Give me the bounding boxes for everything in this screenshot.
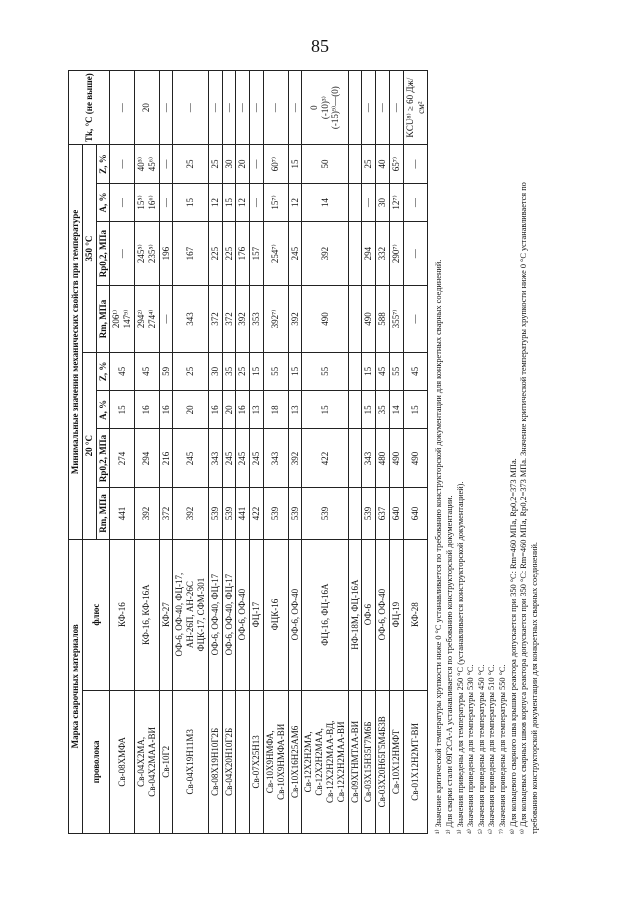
cell-a20: 13 xyxy=(288,391,302,429)
cell-rm350: 206¹⁾ 147⁹⁾ xyxy=(110,286,135,353)
cell-tk: 0 (-10)³⁾ (-15)⁹⁾—(0) xyxy=(302,71,348,145)
cell-rp20: 216 xyxy=(159,429,173,488)
cell-z20: 15 xyxy=(288,352,302,390)
z-350-header: Z, % xyxy=(96,145,110,183)
cell-a20: 16 xyxy=(236,391,250,429)
cell-tk xyxy=(348,71,362,145)
cell-a20: 16 xyxy=(134,391,159,429)
a-20-header: A, % xyxy=(96,391,110,429)
cell-rp20: 245 xyxy=(222,429,236,488)
table-row xyxy=(288,71,302,834)
cell-a350: — xyxy=(362,183,376,221)
cell-z20: 45 xyxy=(403,352,428,390)
cell-rp20: 274 xyxy=(110,429,135,488)
cell-rm350: 588 xyxy=(376,286,390,353)
cell-flux: ОФ-6, ОФ-40, ФЦ-17 xyxy=(222,539,236,690)
cell-tk: — xyxy=(389,71,403,145)
cell-z20: 25 xyxy=(173,352,208,390)
cell-tk: — xyxy=(376,71,390,145)
cell-rp350: 245 xyxy=(288,222,302,286)
table-row xyxy=(134,71,159,834)
footnote: ⁸⁾ Для кольцевого сварного шва крышки реактора допускается при 350 °C: Rm=460 МПа, Rp0,2=373 МПа. xyxy=(508,458,518,834)
cell-flux: ОФ-6, ОФ-40 xyxy=(236,539,250,690)
cell-flux: НФ-18М, ФЦ-16А xyxy=(348,539,362,690)
cell-rp20: 343 xyxy=(263,429,288,488)
cell-wire: Св-04Х2МА, Св-04Х2МАА-ВИ xyxy=(134,690,159,833)
cell-a350 xyxy=(348,183,362,221)
cell-rp350: — xyxy=(110,222,135,286)
cell-tk: — xyxy=(110,71,135,145)
cell-z20: 30 xyxy=(208,352,222,390)
footnote: ⁴⁾ Значения приведены для температуры 530 °C. xyxy=(466,664,476,834)
cell-a350: 14 xyxy=(302,183,348,221)
temp-20-header: 20 °C xyxy=(82,352,96,539)
cell-flux: ФЦ-17 xyxy=(250,539,264,690)
cell-wire: Св-04Х19Н11М3 xyxy=(173,690,208,833)
cell-wire: Св-01Х12Н2МТ-ВИ xyxy=(403,690,428,833)
cell-wire: Св-08ХМФА xyxy=(110,690,135,833)
rotated-frame xyxy=(64,62,584,842)
cell-z350: — xyxy=(110,145,135,183)
cell-rp20: 245 xyxy=(173,429,208,488)
cell-tk: — xyxy=(250,71,264,145)
cell-rp20 xyxy=(348,429,362,488)
cell-z20: 35 xyxy=(222,352,236,390)
footnote: ³⁾ Значения приведены для температуры 250 °C (устанавливается конструкторской документацией). xyxy=(455,481,465,834)
cell-rp20: 245 xyxy=(250,429,264,488)
cell-tk: — xyxy=(173,71,208,145)
cell-rm20: 640 xyxy=(389,488,403,539)
cell-rm350: 392 xyxy=(288,286,302,353)
mech-properties-header: Минимальные значения механических свойств при температуре xyxy=(69,145,83,539)
cell-flux: КФ-28 xyxy=(403,539,428,690)
cell-a20: 16 xyxy=(159,391,173,429)
cell-rm20: 441 xyxy=(110,488,135,539)
cell-wire: Св-09ХГНМТАА-ВИ xyxy=(348,690,362,833)
cell-z350: 50 xyxy=(302,145,348,183)
table-row xyxy=(159,71,173,834)
cell-z350: 25 xyxy=(208,145,222,183)
flux-header: флюс xyxy=(82,539,110,690)
cell-rp20: 294 xyxy=(134,429,159,488)
cell-wire xyxy=(236,690,250,833)
cell-flux: ОФ-6, ОФ-40 xyxy=(376,539,390,690)
cell-rm20: 441 xyxy=(236,488,250,539)
cell-flux: ОФ-6 xyxy=(362,539,376,690)
table-row xyxy=(250,71,264,834)
cell-a20 xyxy=(348,391,362,429)
cell-a350: — xyxy=(110,183,135,221)
cell-rm20: 539 xyxy=(362,488,376,539)
materials-group-header: Марка сварочных материалов xyxy=(69,539,83,833)
cell-flux: ФЦК-16 xyxy=(263,539,288,690)
cell-z350 xyxy=(348,145,362,183)
table-row xyxy=(302,71,348,834)
cell-rp350: 392 xyxy=(302,222,348,286)
welding-materials-table xyxy=(68,70,428,834)
cell-rp20: 245 xyxy=(236,429,250,488)
cell-z20: 55 xyxy=(263,352,288,390)
rm-350-header: Rm, МПа xyxy=(96,286,110,353)
page-number: 85 xyxy=(311,36,329,56)
cell-z350: 30 xyxy=(222,145,236,183)
cell-wire: Св-04Х20Н10Г2Б xyxy=(222,690,236,833)
cell-rp350: 167 xyxy=(173,222,208,286)
footnote: ¹⁾ Значение критической температуры хрупкости ниже 0 °C устанавливается по требованию конструкторской документации для конкретных сварных соединений. xyxy=(434,259,444,834)
cell-rm20: 539 xyxy=(263,488,288,539)
cell-wire: Св-12Х2Н2МА, Св-12Х2Н2МАА, Св-12Х2Н2МАА-ВД, Св-12Х2Н2МАА-ВИ xyxy=(302,690,348,833)
cell-rm350: 490 xyxy=(362,286,376,353)
cell-flux: КФ-16, КФ-16А xyxy=(134,539,159,690)
cell-rm350: 372 xyxy=(208,286,222,353)
cell-tk: — xyxy=(263,71,288,145)
cell-a20: 15 xyxy=(362,391,376,429)
cell-rp350: 225 xyxy=(222,222,236,286)
cell-rm20: 392 xyxy=(134,488,159,539)
table-row xyxy=(348,71,362,834)
temp-350-header: 350 °C xyxy=(82,145,96,352)
cell-wire: Св-10Х16Н25АМ6 xyxy=(288,690,302,833)
cell-wire: Св-10Х12НМФТ xyxy=(389,690,403,833)
cell-tk: KCU⁸⁾ ≥ 60 Дж/см² xyxy=(403,71,428,145)
cell-a20: 18 xyxy=(263,391,288,429)
cell-rm350: 343 xyxy=(173,286,208,353)
table-row xyxy=(222,71,236,834)
rotated-page-content xyxy=(64,62,584,842)
cell-z20: 55 xyxy=(389,352,403,390)
cell-z350: 60⁷⁾ xyxy=(263,145,288,183)
cell-z20: 45 xyxy=(376,352,390,390)
cell-flux: ФЦ-16, ФЦ-16А xyxy=(302,539,348,690)
cell-a350: 12 xyxy=(208,183,222,221)
footnote: ²⁾ Для сварки стали 09Г2СА-А устанавливается по требованию конструкторской документации. xyxy=(444,495,454,834)
table-row xyxy=(263,71,288,834)
cell-z20 xyxy=(348,352,362,390)
cell-wire: Св-08Х19Н10Г2Б xyxy=(208,690,222,833)
cell-flux: ОФ-6, ОФ-40, ФЦ-17, АН-26П, АН-26С ФЦК-17, СФМ-301 xyxy=(173,539,208,690)
cell-flux: КФ-16 xyxy=(110,539,135,690)
cell-z20: 59 xyxy=(159,352,173,390)
cell-flux: ОФ-6, ОФ-40 xyxy=(288,539,302,690)
cell-tk: — xyxy=(236,71,250,145)
table-row xyxy=(362,71,376,834)
cell-a350: 12 xyxy=(236,183,250,221)
cell-a20: 20 xyxy=(222,391,236,429)
cell-z350: 15 xyxy=(288,145,302,183)
cell-a350: — xyxy=(250,183,264,221)
cell-z350: — xyxy=(250,145,264,183)
cell-rp350: 196 xyxy=(159,222,173,286)
cell-rm350: — xyxy=(159,286,173,353)
cell-rm350: — xyxy=(403,286,428,353)
cell-a20: 15 xyxy=(110,391,135,429)
cell-rm20: 422 xyxy=(250,488,264,539)
cell-rp350: — xyxy=(403,222,428,286)
cell-rp20: 490 xyxy=(403,429,428,488)
cell-rp350: 157 xyxy=(250,222,264,286)
table-row xyxy=(236,71,250,834)
cell-z350: — xyxy=(403,145,428,183)
cell-a20: 20 xyxy=(173,391,208,429)
footnote: ⁶⁾ Значения приведены для температуры 510 °C. xyxy=(487,664,497,834)
cell-rm20: 640 xyxy=(403,488,428,539)
cell-a350: 15⁷⁾ xyxy=(263,183,288,221)
cell-rp350: 332 xyxy=(376,222,390,286)
cell-rp20: 343 xyxy=(208,429,222,488)
cell-a20: 14 xyxy=(389,391,403,429)
cell-a350: 12⁷⁾ xyxy=(389,183,403,221)
cell-flux: ОФ-6, ОФ-40, ФЦ-17 xyxy=(208,539,222,690)
cell-a20: 13 xyxy=(250,391,264,429)
cell-rm350: 355⁷⁾ xyxy=(389,286,403,353)
cell-z350: 65⁷⁾ xyxy=(389,145,403,183)
cell-a350: 30 xyxy=(376,183,390,221)
cell-rp20: 392 xyxy=(288,429,302,488)
cell-tk: 20 xyxy=(134,71,159,145)
footnote: требованию конструкторской документации для конкретных сварных соединений. xyxy=(529,542,539,834)
cell-rm20: 539 xyxy=(208,488,222,539)
cell-flux: ФЦ-19 xyxy=(389,539,403,690)
cell-a350: 15 xyxy=(222,183,236,221)
cell-rp350: 245⁵⁾ 235⁵⁾ xyxy=(134,222,159,286)
rp-20-header: Rp0,2, МПа xyxy=(96,429,110,488)
rp-350-header: Rp0,2, МПа xyxy=(96,222,110,286)
cell-rm20: 539 xyxy=(302,488,348,539)
cell-a20: 16 xyxy=(208,391,222,429)
cell-rp350: 290⁷⁾ xyxy=(389,222,403,286)
footnote: ⁵⁾ Значения приведены для температуры 450 °C. xyxy=(476,664,486,834)
cell-rm350 xyxy=(348,286,362,353)
cell-rp20: 480 xyxy=(376,429,390,488)
footnotes xyxy=(434,70,540,834)
cell-rp20: 490 xyxy=(389,429,403,488)
cell-a350: — xyxy=(403,183,428,221)
cell-rp350: 254⁷⁾ xyxy=(263,222,288,286)
table-body xyxy=(110,71,428,834)
cell-tk: — xyxy=(208,71,222,145)
cell-a20: 15 xyxy=(302,391,348,429)
cell-rm20: 637 xyxy=(376,488,390,539)
cell-rm20: 372 xyxy=(159,488,173,539)
cell-z350: 20 xyxy=(236,145,250,183)
cell-z350: — xyxy=(159,145,173,183)
cell-rm20: 392 xyxy=(173,488,208,539)
cell-rm20: 539 xyxy=(288,488,302,539)
table-row xyxy=(208,71,222,834)
cell-wire: Св-03Х15Н35Г7М6Б xyxy=(362,690,376,833)
cell-z350: 40 xyxy=(376,145,390,183)
cell-wire: Св-07Х25Н13 xyxy=(250,690,264,833)
table-row xyxy=(173,71,208,834)
table-row xyxy=(110,71,135,834)
cell-z350: 40⁵⁾ 45⁶⁾ xyxy=(134,145,159,183)
footnote: ⁹⁾ Для кольцевых сварных швов корпуса реактора допускается при 350 °C: Rm=460 МПа, Rp0,2=373 МПа. Значение критической температуры хрупкости ниже 0 °C устанавливается по xyxy=(519,182,529,834)
cell-tk: — xyxy=(159,71,173,145)
tk-header: Tk, °C (не выше) xyxy=(69,71,110,145)
cell-a350: — xyxy=(159,183,173,221)
footnote: ⁷⁾ Значения приведены для температуры 550 °C. xyxy=(497,664,507,834)
cell-rp20: 422 xyxy=(302,429,348,488)
wire-header: проволока xyxy=(82,690,110,833)
cell-z20: 45 xyxy=(134,352,159,390)
z-20-header: Z, % xyxy=(96,352,110,390)
cell-rm350: 392 xyxy=(236,286,250,353)
cell-wire: Св-03Х20Н65Г5М4Б3В xyxy=(376,690,390,833)
cell-a350: 15 xyxy=(173,183,208,221)
cell-z20: 15 xyxy=(250,352,264,390)
cell-z20: 15 xyxy=(362,352,376,390)
cell-z20: 55 xyxy=(302,352,348,390)
cell-a20: 35 xyxy=(376,391,390,429)
cell-tk: — xyxy=(362,71,376,145)
cell-rp350: 225 xyxy=(208,222,222,286)
cell-tk: — xyxy=(222,71,236,145)
table-row xyxy=(376,71,390,834)
cell-rm350: 372 xyxy=(222,286,236,353)
cell-a350: 15⁵⁾ 16⁶⁾ xyxy=(134,183,159,221)
cell-z20: 25 xyxy=(236,352,250,390)
a-350-header: A, % xyxy=(96,183,110,221)
cell-rp350: 176 xyxy=(236,222,250,286)
table-row xyxy=(403,71,428,834)
cell-z20: 45 xyxy=(110,352,135,390)
cell-rp350 xyxy=(348,222,362,286)
cell-rm350: 353 xyxy=(250,286,264,353)
cell-flux: КФ-27 xyxy=(159,539,173,690)
cell-rp350: 294 xyxy=(362,222,376,286)
table-row xyxy=(389,71,403,834)
cell-rm350: 490 xyxy=(302,286,348,353)
cell-tk: — xyxy=(288,71,302,145)
cell-wire: Св-10Х9НМФА, Св-10Х9НМФА-ВИ xyxy=(263,690,288,833)
cell-z350: 25 xyxy=(362,145,376,183)
cell-rm350: 392⁷⁾ xyxy=(263,286,288,353)
cell-wire: Св-10Г2 xyxy=(159,690,173,833)
cell-a20: 15 xyxy=(403,391,428,429)
cell-rm20 xyxy=(348,488,362,539)
cell-z350: 25 xyxy=(173,145,208,183)
cell-rm20: 539 xyxy=(222,488,236,539)
cell-rm350: 294²⁾ 274⁴⁾ xyxy=(134,286,159,353)
cell-a350: 12 xyxy=(288,183,302,221)
rm-20-header: Rm, МПа xyxy=(96,488,110,539)
cell-rp20: 343 xyxy=(362,429,376,488)
